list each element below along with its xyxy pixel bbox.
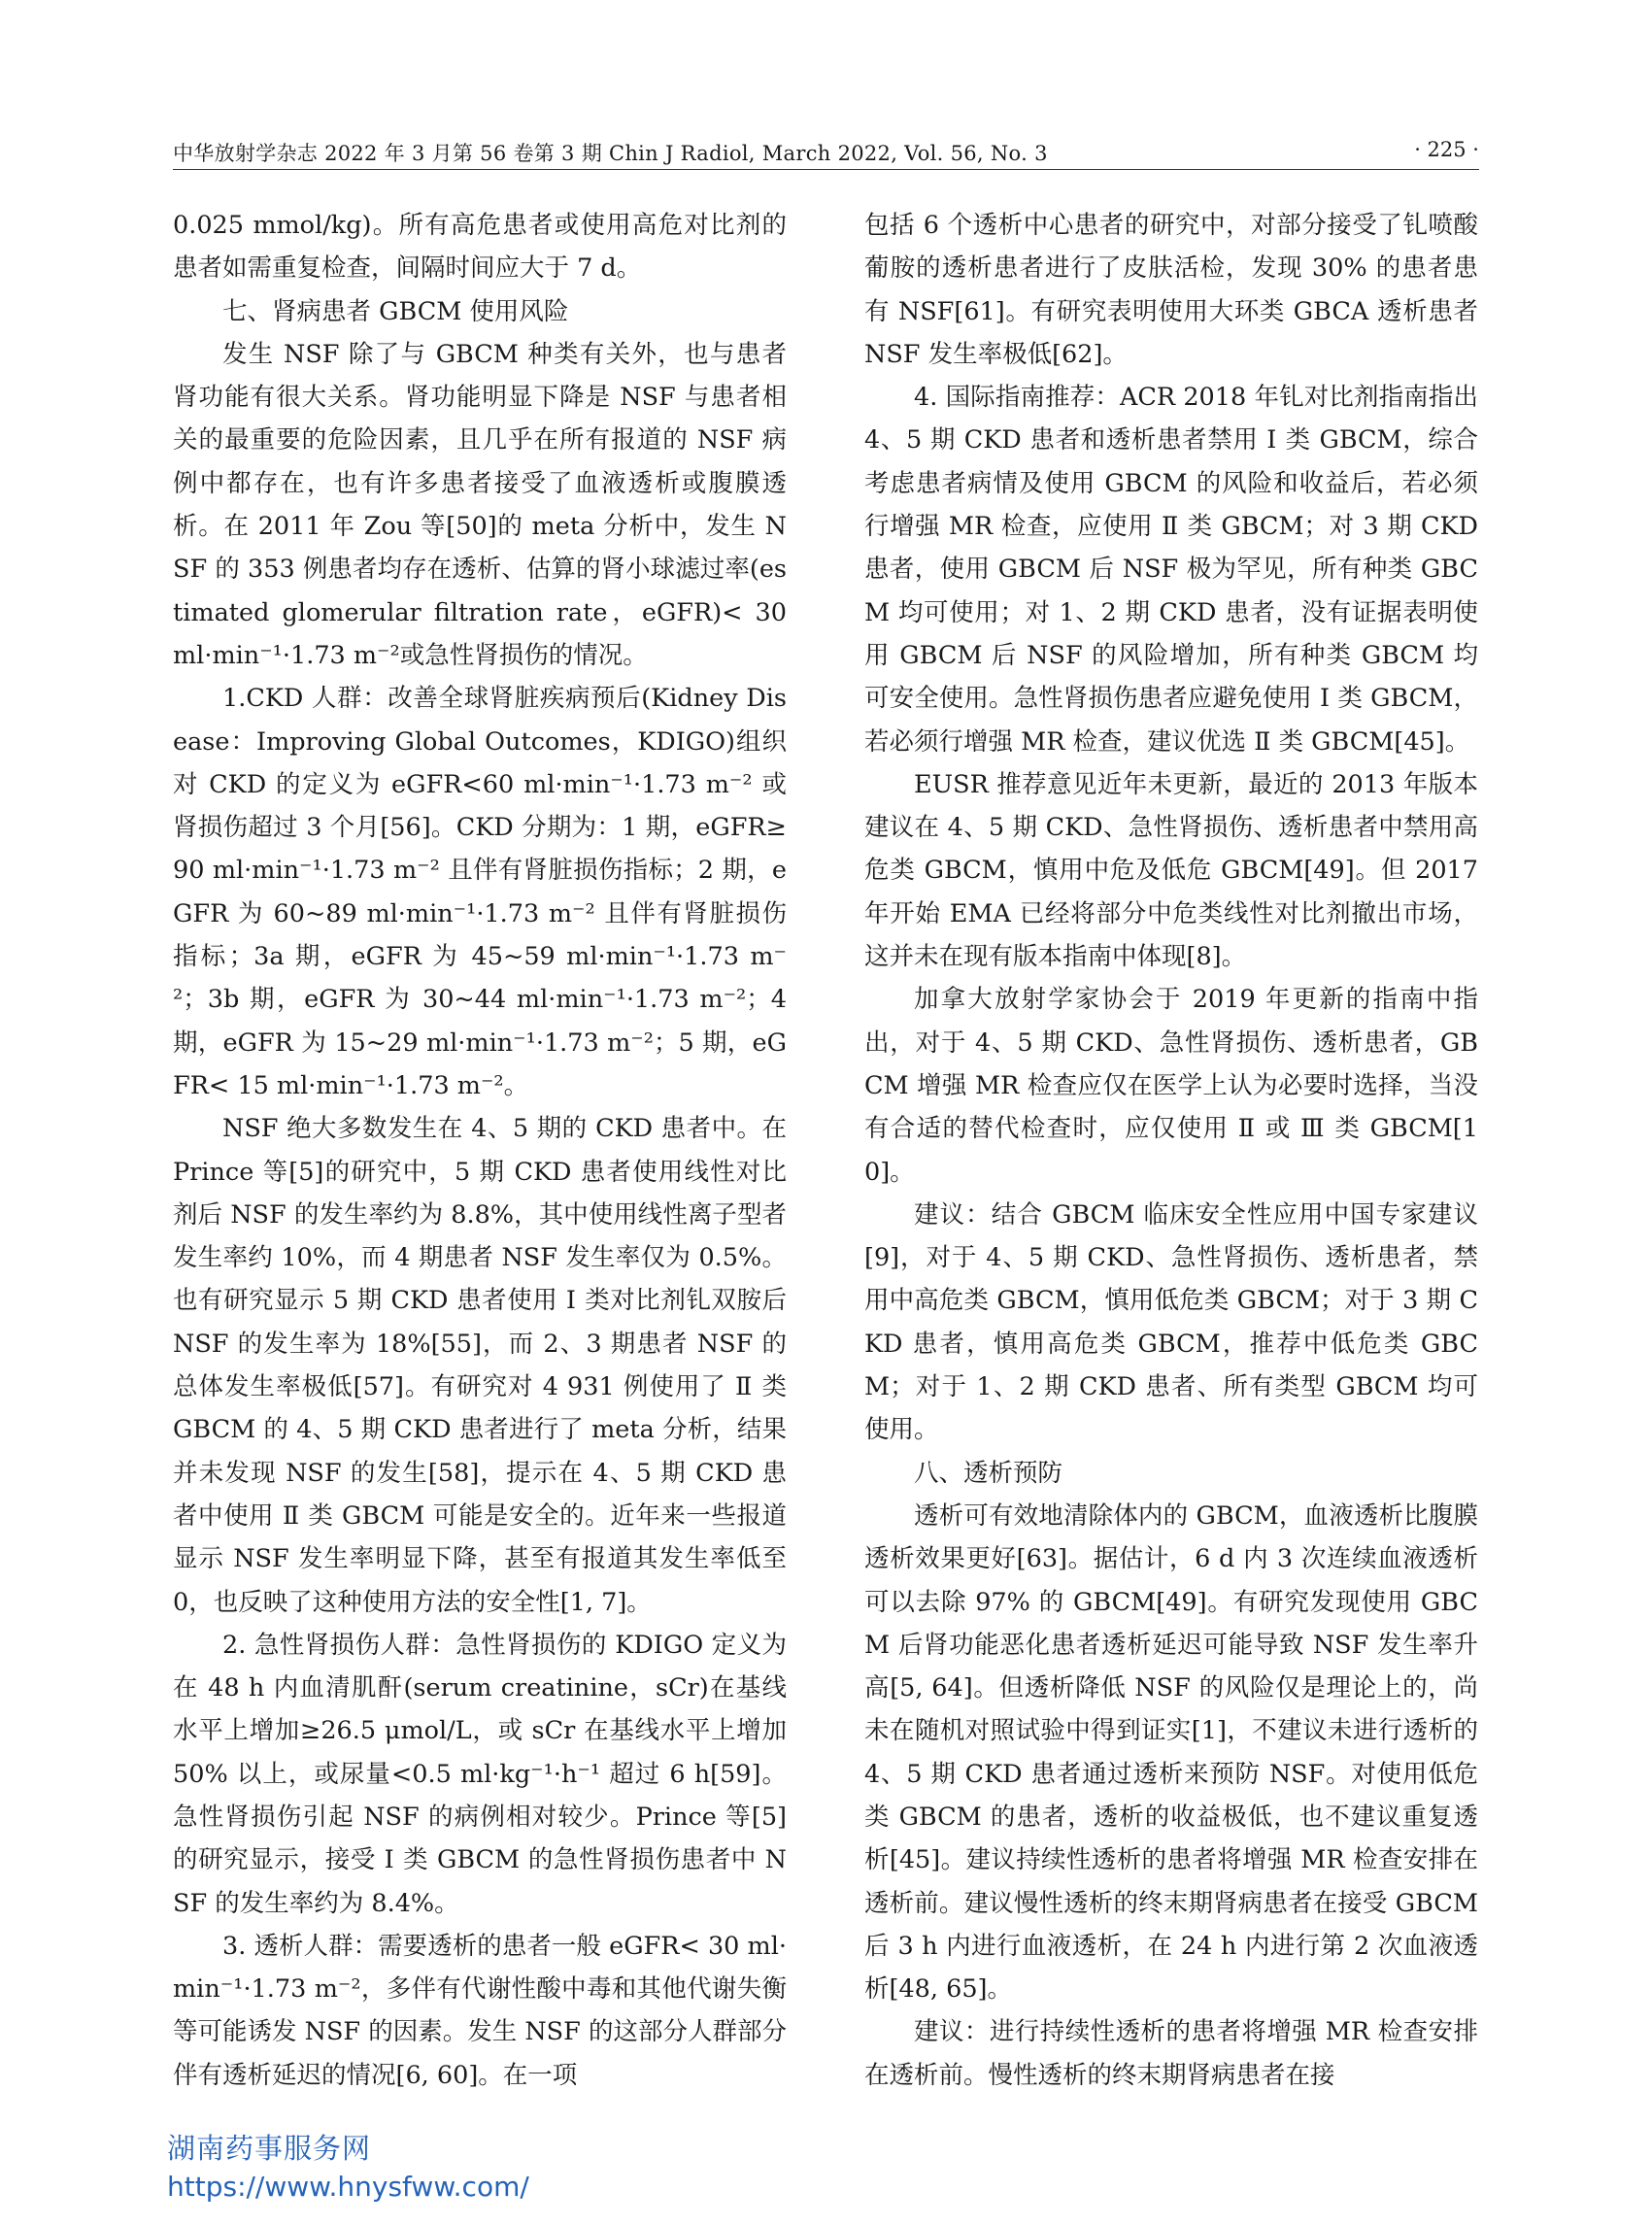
paragraph: 1.CKD 人群：改善全球肾脏疾病预后(Kidney Disease：Improving Global Outcomes，KDIGO)组织对 CKD 的定义为 eGFR<60 ml·min⁻¹·1.73 m⁻² 或肾损伤超过 3 个月[56]。CKD 分期为：1 期，eGFR≥ 90 ml·min⁻¹·1.73 m⁻² 且伴有肾脏损伤指标；2 期，eGFR 为 60~89 ml·min⁻¹·1.73 m⁻² 且伴有肾脏损伤指标；3a 期，eGFR 为 45~59 ml·min⁻¹·1.73 m⁻²；3b 期，eGFR 为 30~44 ml·min⁻¹·1.73 m⁻²；4 期，eGFR 为 15~29 ml·min⁻¹·1.73 m⁻²；5 期，eGFR< 15 ml·min⁻¹·1.73 m⁻²。 — [173, 684, 787, 1100]
site-url-link[interactable]: https://www.hnysfww.com/ — [167, 2171, 529, 2203]
paragraph: 发生 NSF 除了与 GBCM 种类有关外，也与患者肾功能有很大关系。肾功能明显下降是 NSF 与患者相关的最重要的危险因素，且几乎在所有报道的 NSF 病例中都存在，也有许多患者接受了血液透析或腹膜透析。在 2011 年 Zou 等[50]的 meta 分析中，发生 NSF 的 353 例患者均存在透析、估算的肾小球滤过率(estimated glomerular filtration rate，eGFR)< 30 ml·min⁻¹·1.73 m⁻²或急性肾损伤的情况。 — [173, 339, 787, 670]
paragraph: 透析可有效地清除体内的 GBCM，血液透析比腹膜透析效果更好[63]。据估计，6 d 内 3 次连续血液透析可以去除 97% 的 GBCM[49]。有研究发现使用 GBCM 后肾功能恶化患者透析延迟可能导致 NSF 发生率升高[5, 64]。但透析降低 NSF 的风险仅是理论上的，尚未在随机对照试验中得到证实[1]，不建议未进行透析的 4、5 期 CKD 患者通过透析来预防 NSF。对使用低危类 GBCM 的患者，透析的收益极低，也不建议重复透析[45]。建议持续性透析的患者将增强 MR 检查安排在透析前。建议慢性透析的终末期肾病患者在接受 GBCM 后 3 h 内进行血液透析，在 24 h 内进行第 2 次血液透析[48, 65]。 — [864, 1500, 1478, 2005]
paragraph: 4. 国际指南推荐：ACR 2018 年钆对比剂指南指出 4、5 期 CKD 患者和透析患者禁用 Ⅰ 类 GBCM，综合考虑患者病情及使用 GBCM 的风险和收益后，若必须行增强 MR 检查，应使用 Ⅱ 类 GBCM；对 3 期 CKD 患者，使用 GBCM 后 NSF 极为罕见，所有种类 GBCM 均可使用；对 1、2 期 CKD 患者，没有证据表明使用 GBCM 后 NSF 的风险增加，所有种类 GBCM 均可安全使用。急性肾损伤患者应避免使用 Ⅰ 类 GBCM，若必须行增强 MR 检查，建议优选 Ⅱ 类 GBCM[45]。 — [864, 383, 1478, 757]
page-number: · 225 · — [1414, 138, 1479, 161]
right-column — [864, 204, 1478, 2097]
left-column — [173, 204, 787, 2097]
paragraph: 0.025 mmol/kg)。所有高危患者或使用高危对比剂的患者如需重复检查，间隔时间应大于 7 d。 — [173, 211, 787, 284]
journal-info: 中华放射学杂志 2022 年 3 月第 56 卷第 3 期 Chin J Radiol, March 2022, Vol. 56, No. 3 — [173, 142, 1048, 165]
paragraph: 建议：进行持续性透析的患者将增强 MR 检查安排在透析前。慢性透析的终末期肾病患者在接 — [864, 2017, 1478, 2090]
paragraph: 包括 6 个透析中心患者的研究中，对部分接受了钆喷酸葡胺的透析患者进行了皮肤活检，发现 30% 的患者患有 NSF[61]。有研究表明使用大环类 GBCA 透析患者 NSF 发生率极低[62]。 — [864, 211, 1478, 369]
paragraph: 加拿大放射学家协会于 2019 年更新的指南中指出，对于 4、5 期 CKD、急性肾损伤、透析患者，GBCM 增强 MR 检查应仅在医学上认为必要时选择，当没有合适的替代检查时，应仅使用 Ⅱ 或 Ⅲ 类 GBCM[10]。 — [864, 985, 1478, 1187]
paragraph: 建议：结合 GBCM 临床安全性应用中国专家建议[9]，对于 4、5 期 CKD、急性肾损伤、透析患者，禁用中高危类 GBCM，慎用低危类 GBCM；对于 3 期 CKD 患者，慎用高危类 GBCM，推荐中低危类 GBCM；对于 1、2 期 CKD 患者、所有类型 GBCM 均可使用。 — [864, 1199, 1478, 1445]
paragraph: EUSR 推荐意见近年未更新，最近的 2013 年版本建议在 4、5 期 CKD、急性肾损伤、透析患者中禁用高危类 GBCM，慎用中危及低危 GBCM[49]。但 2017 年开始 EMA 已经将部分中危类线性对比剂撤出市场，这并未在现有版本指南中体现[8]。 — [864, 769, 1478, 972]
watermark-footer — [167, 2129, 529, 2207]
running-header — [173, 136, 1479, 170]
paragraph: NSF 绝大多数发生在 4、5 期的 CKD 患者中。在 Prince 等[5]的研究中，5 期 CKD 患者使用线性对比剂后 NSF 的发生率约为 8.8%，其中使用线性离子型者发生率约 10%，而 4 期患者 NSF 发生率仅为 0.5%。也有研究显示 5 期 CKD 患者使用 Ⅰ 类对比剂钆双胺后 NSF 的发生率为 18%[55]，而 2、3 期患者 NSF 的总体发生率极低[57]。有研究对 4 931 例使用了 Ⅱ 类 GBCM 的 4、5 期 CKD 患者进行了 meta 分析，结果并未发现 NSF 的发生[58]，提示在 4、5 期 CKD 患者中使用 Ⅱ 类 GBCM 可能是安全的。近年来一些报道显示 NSF 发生率明显下降，甚至有报道其发生率低至 0，也反映了这种使用方法的安全性[1, 7]。 — [173, 1114, 787, 1617]
section-heading: 七、肾病患者 GBCM 使用风险 — [222, 296, 569, 326]
paragraph: 2. 急性肾损伤人群：急性肾损伤的 KDIGO 定义为在 48 h 内血清肌酐(serum creatinine，sCr)在基线水平上增加≥26.5 μmol/L，或 sCr 在基线水平上增加 50% 以上，或尿量<0.5 ml·kg⁻¹·h⁻¹ 超过 6 h[59]。急性肾损伤引起 NSF 的病例相对较少。Prince 等[5]的研究显示，接受 Ⅰ 类 GBCM 的急性肾损伤患者中 NSF 的发生率约为 8.4%。 — [173, 1630, 787, 1918]
section-heading: 八、透析预防 — [914, 1458, 1063, 1488]
site-name: 湖南药事服务网 — [167, 2132, 372, 2165]
paragraph: 3. 透析人群：需要透析的患者一般 eGFR< 30 ml·min⁻¹·1.73 m⁻²，多伴有代谢性酸中毒和其他代谢失衡等可能诱发 NSF 的因素。发生 NSF 的这部分人群部分伴有透析延迟的情况[6, 60]。在一项 — [173, 1931, 787, 2090]
